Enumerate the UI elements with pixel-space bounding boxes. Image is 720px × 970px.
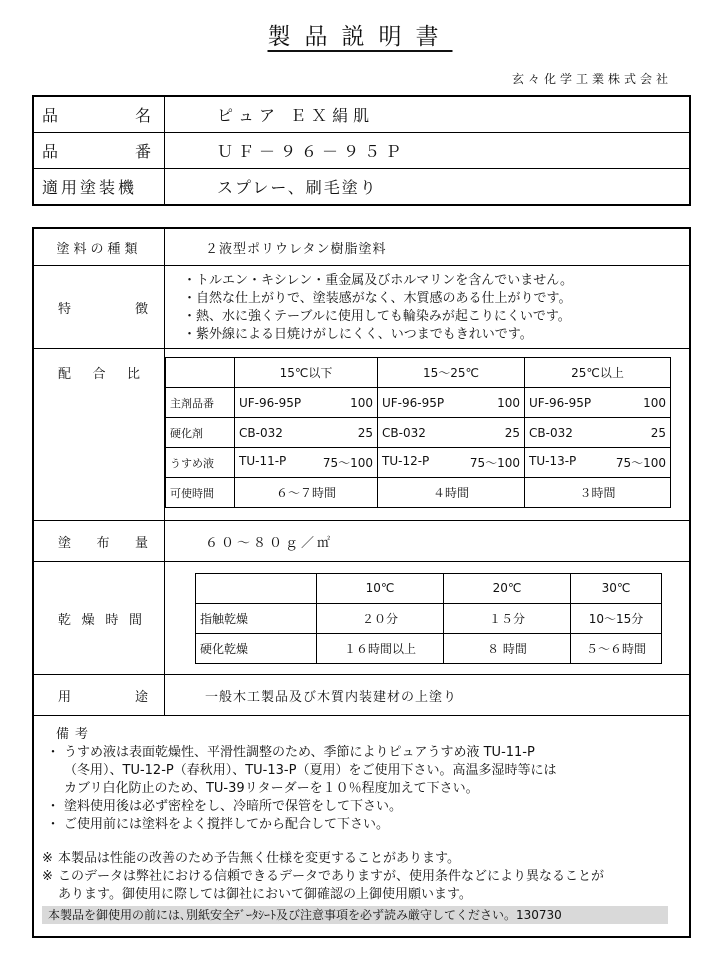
- mix-col-header: 15℃以下: [235, 358, 378, 388]
- usage-label: 用 途: [33, 675, 165, 716]
- mix-col-header: 15～25℃: [378, 358, 525, 388]
- feature-item: ・熱、水に強くテーブルに使用しても輪染みが起こりにくいです。: [183, 309, 571, 324]
- product-code-label: 品 番: [33, 133, 165, 169]
- applicator-value: スプレー、刷毛塗り: [165, 169, 691, 206]
- notes-title: 備考: [56, 727, 95, 742]
- coverage-label: 塗 布 量: [33, 521, 165, 562]
- product-header-table: [32, 95, 691, 206]
- feature-item: ・自然な仕上がりで、塗装感がなく、木質感のある仕上がりです。: [183, 291, 572, 306]
- paint-type-label: 塗料の種類: [33, 228, 165, 266]
- feature-item: ・紫外線による日焼けがしにくく、いつまでもきれいです。: [183, 327, 533, 342]
- mix-row-base: 主剤品番 UF-96-95P 100 UF-96-95P 100 UF-96-95P 100: [166, 388, 671, 418]
- paint-type-value: ２液型ポリウレタン樹脂塗料: [165, 228, 691, 266]
- applicator-label: 適用塗装機: [33, 169, 165, 206]
- notes-section: [33, 716, 690, 938]
- drying-col-header: 10℃: [317, 573, 444, 603]
- mix-row-hardener: 硬化剤 CB-032 25 CB-032 25 CB-032 25: [166, 418, 671, 448]
- company-name: 玄々化学工業株式会社: [511, 72, 672, 86]
- mix-row-thinner: うすめ液 TU-11-P 75～100 TU-12-P 75～100 TU-13-P 75～100: [166, 448, 671, 478]
- paint-type-row: [33, 228, 690, 266]
- safety-notice: 本製品を御使用の前には､別紙安全ﾃﾞｰﾀｼｰﾄ及び注意事項を必ず読み厳守してください。130730: [42, 906, 668, 924]
- note-item: ・ 塗料使用後は必ず密栓をし、冷暗所で保管をして下さい。: [46, 799, 403, 814]
- disclaimer: ※ 本製品は性能の改善のため予告無く仕様を変更することがあります。 ※ このデータは弊社における信頼できるデータでありますが、使用条件などにより異なることが あります。御使用に際しては御社において御確認の上御使用願います。: [42, 851, 605, 902]
- mix-col-header: 25℃以上: [525, 358, 671, 388]
- drying-table: [195, 573, 662, 664]
- product-name-label: 品 名: [33, 96, 165, 133]
- product-code-row: [33, 133, 690, 169]
- coverage-value: ６０～８０ｇ／㎡: [165, 521, 691, 562]
- mix-ratio-row: [33, 349, 690, 521]
- mix-row-pot-life: 可使時間 ６～７時間 ４時間 ３時間: [166, 478, 671, 508]
- note-item: ・ ご使用前には塗料をよく撹拌してから配合して下さい。: [46, 817, 390, 832]
- features-list: [165, 266, 691, 349]
- notes-row: [33, 716, 690, 938]
- coverage-row: [33, 521, 690, 562]
- applicator-row: [33, 169, 690, 206]
- product-name-row: [33, 96, 690, 133]
- product-name-value: ピュア ＥＸ絹肌: [165, 96, 691, 133]
- spec-table: [32, 227, 691, 938]
- mix-ratio-label: 配 合 比: [33, 349, 165, 521]
- features-row: [33, 266, 690, 349]
- document-title: 製品説明書: [267, 24, 453, 50]
- product-code-value: ＵＦ－９６－９５Ｐ: [165, 133, 691, 169]
- drying-label: 乾 燥 時 間: [33, 562, 165, 675]
- usage-row: [33, 675, 690, 716]
- features-label: 特 徴: [33, 266, 165, 349]
- drying-col-header: 30℃: [571, 573, 662, 603]
- drying-row: [33, 562, 690, 675]
- drying-row-touch: 指触乾燥 ２０分 １５分 10～15分: [196, 603, 662, 633]
- drying-col-header: 20℃: [444, 573, 571, 603]
- note-item: ・ うすめ液は表面乾燥性、平滑性調整のため、季節によりピュアうすめ液 TU-11-P （冬用）、TU-12-P（春秋用）、TU-13-P（夏用）をご使用下さい。高温多湿時等には カブリ白化防止のため、TU-39リターダーを１０％程度加えて下さい。: [46, 745, 557, 796]
- usage-value: 一般木工製品及び木質内装建材の上塗り: [165, 675, 691, 716]
- drying-row-cure: 硬化乾燥 １６時間以上 ８ 時間 ５～６時間: [196, 633, 662, 663]
- mix-ratio-table: [165, 357, 671, 508]
- feature-item: ・トルエン・キシレン・重金属及びホルマリンを含んでいません。: [183, 273, 574, 288]
